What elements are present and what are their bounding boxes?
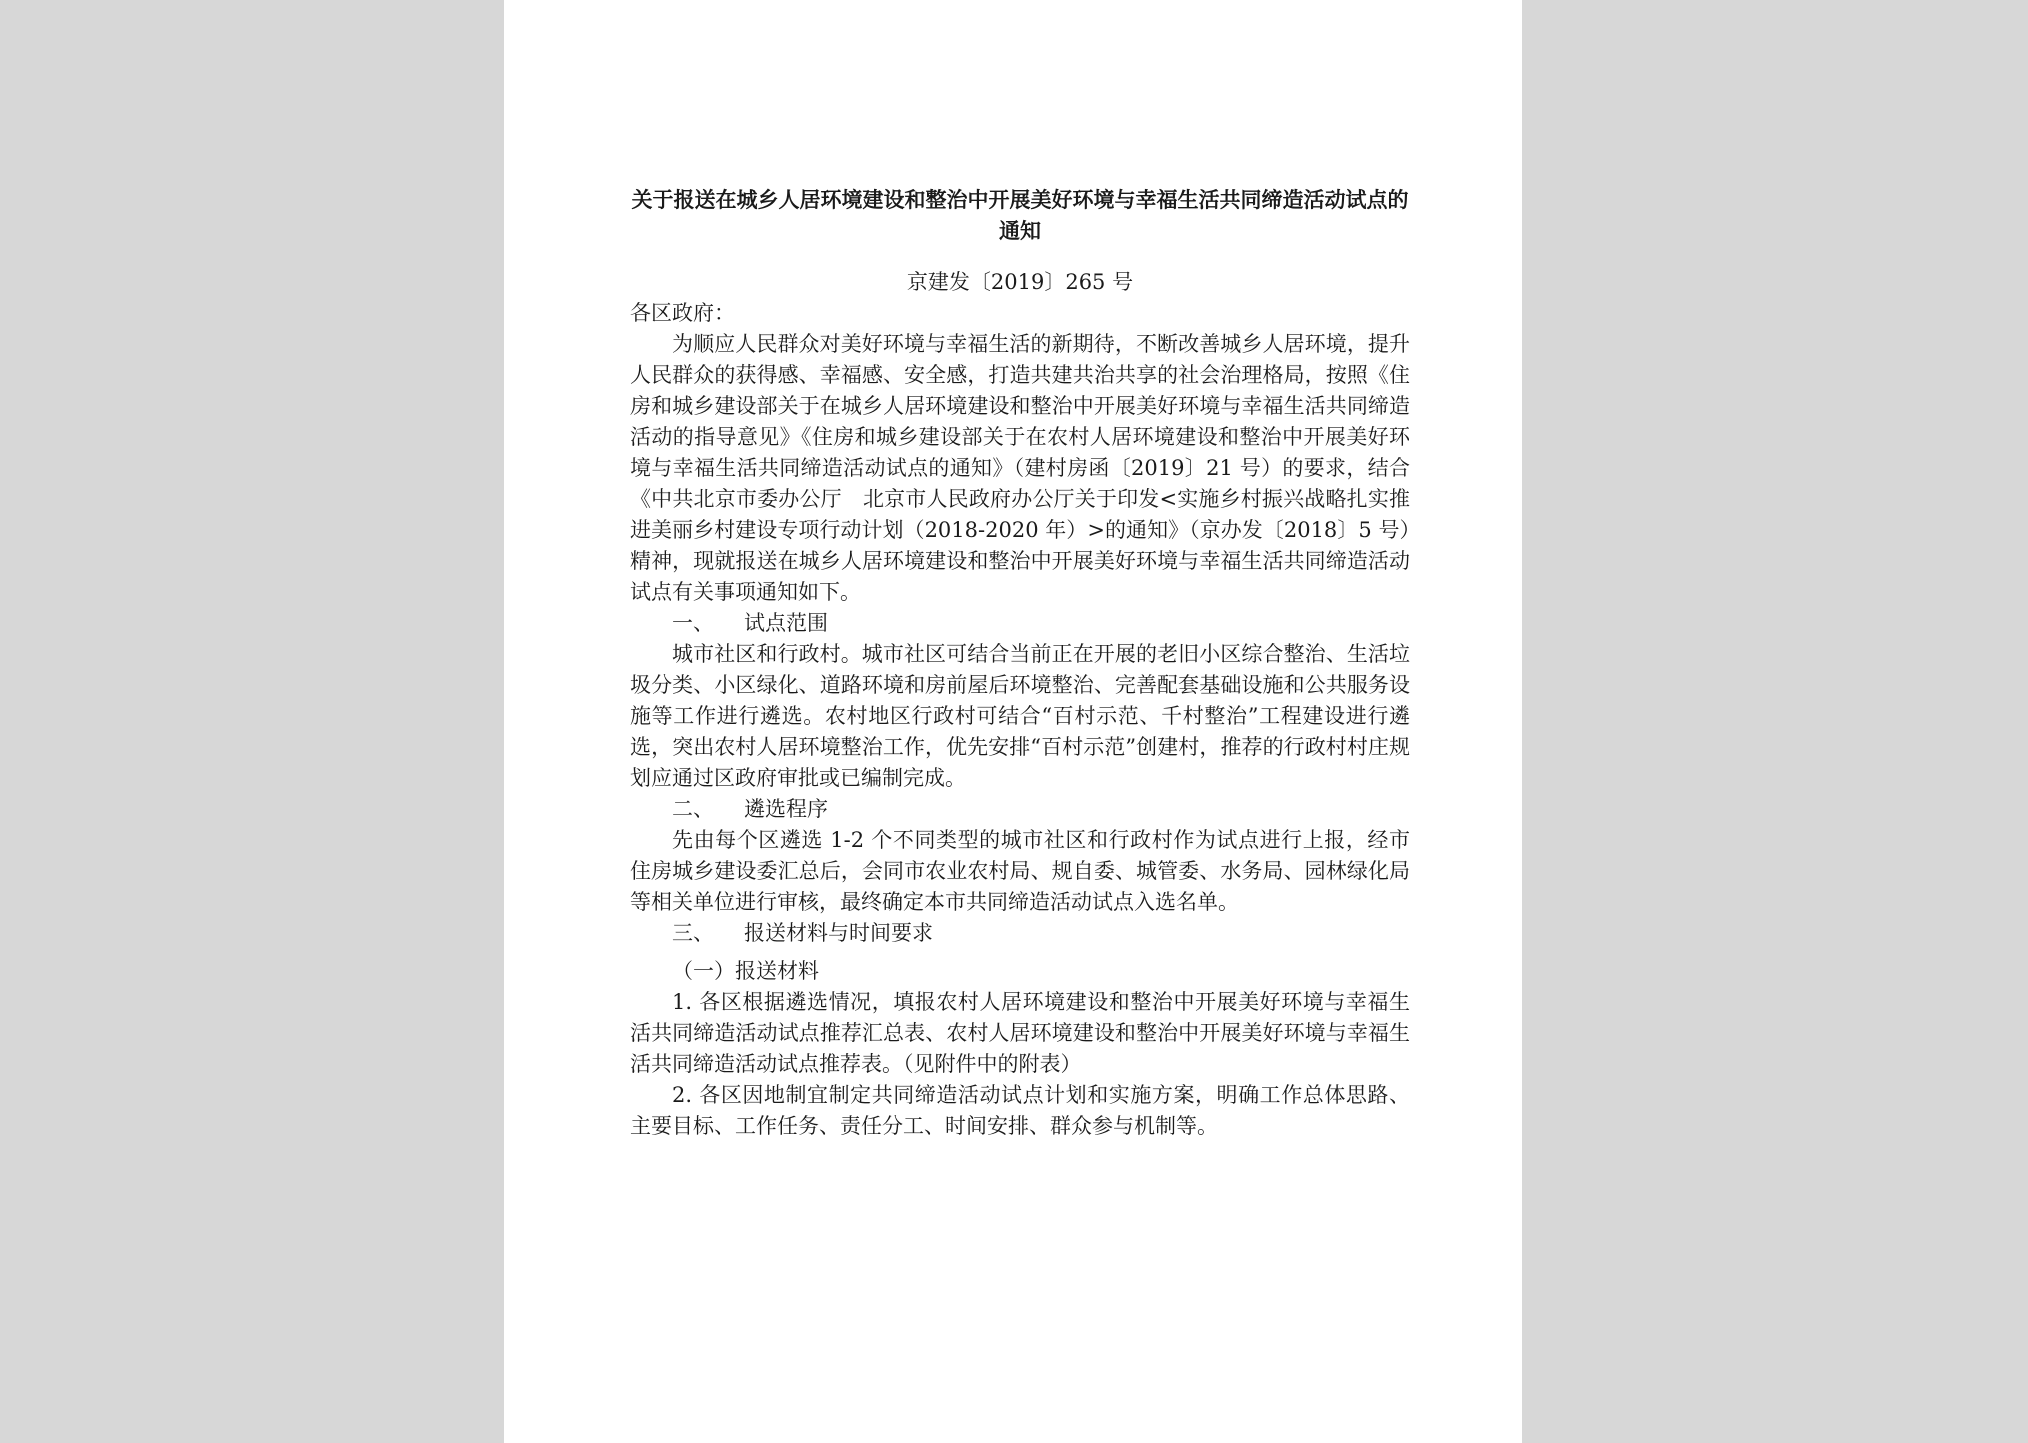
section-1-heading [630, 608, 1410, 639]
section-2-title: 遴选程序 [744, 797, 828, 821]
section-1-number: 一、 [672, 611, 714, 635]
section-1-body: 城市社区和行政村。城市社区可结合当前正在开展的老旧小区综合整治、生活垃圾分类、小区绿化、道路环境和房前屋后环境整治、完善配套基础设施和公共服务设施等工作进行遴选。农村地区行政村可结合“百村示范、千村整治”工程建设进行遴选，突出农村人居环境整治工作，优先安排“百村示范”创建村，推荐的行政村村庄规划应通过区政府审批或已编制完成。 [630, 642, 1410, 790]
section-3-item-1: 1. 各区根据遴选情况，填报农村人居环境建设和整治中开展美好环境与幸福生活共同缔造活动试点推荐汇总表、农村人居环境建设和整治中开展美好环境与幸福生活共同缔造活动试点推荐表。（见附件中的附表） [630, 990, 1410, 1076]
section-2-heading [630, 794, 1410, 825]
document-content [630, 185, 1410, 1142]
section-3-heading [630, 918, 1410, 949]
section-2-number: 二、 [672, 797, 714, 821]
document-title: 关于报送在城乡人居环境建设和整治中开展美好环境与幸福生活共同缔造活动试点的通知 [631, 188, 1409, 243]
section-1-title: 试点范围 [744, 611, 828, 635]
document-page [504, 0, 1522, 1443]
salutation: 各区政府： [630, 301, 735, 325]
document-number: 京建发〔2019〕265 号 [906, 270, 1134, 294]
section-3-subheading: （一）报送材料 [672, 959, 819, 983]
section-3-title: 报送材料与时间要求 [744, 921, 933, 945]
section-3-item-2: 2. 各区因地制宜制定共同缔造活动试点计划和实施方案，明确工作总体思路、主要目标、工作任务、责任分工、时间安排、群众参与机制等。 [630, 1083, 1410, 1138]
section-2-body: 先由每个区遴选 1-2 个不同类型的城市社区和行政村作为试点进行上报，经市住房城乡建设委汇总后，会同市农业农村局、规自委、城管委、水务局、园林绿化局等相关单位进行审核，最终确定本市共同缔造活动试点入选名单。 [630, 828, 1410, 914]
intro-paragraph: 为顺应人民群众对美好环境与幸福生活的新期待，不断改善城乡人居环境，提升人民群众的获得感、幸福感、安全感，打造共建共治共享的社会治理格局，按照《住房和城乡建设部关于在城乡人居环境建设和整治中开展美好环境与幸福生活共同缔造活动的指导意见》《住房和城乡建设部关于在农村人居环境建设和整治中开展美好环境与幸福生活共同缔造活动试点的通知》（建村房函〔2019〕21 号）的要求，结合《中共北京市委办公厅 北京市人民政府办公厅关于印发<实施乡村振兴战略扎实推进美丽乡村建设专项行动计划（2018-2020 年）>的通知》（京办发〔2018〕5 号）精神，现就报送在城乡人居环境建设和整治中开展美好环境与幸福生活共同缔造活动试点有关事项通知如下。 [630, 332, 1410, 604]
section-3-number: 三、 [672, 921, 714, 945]
